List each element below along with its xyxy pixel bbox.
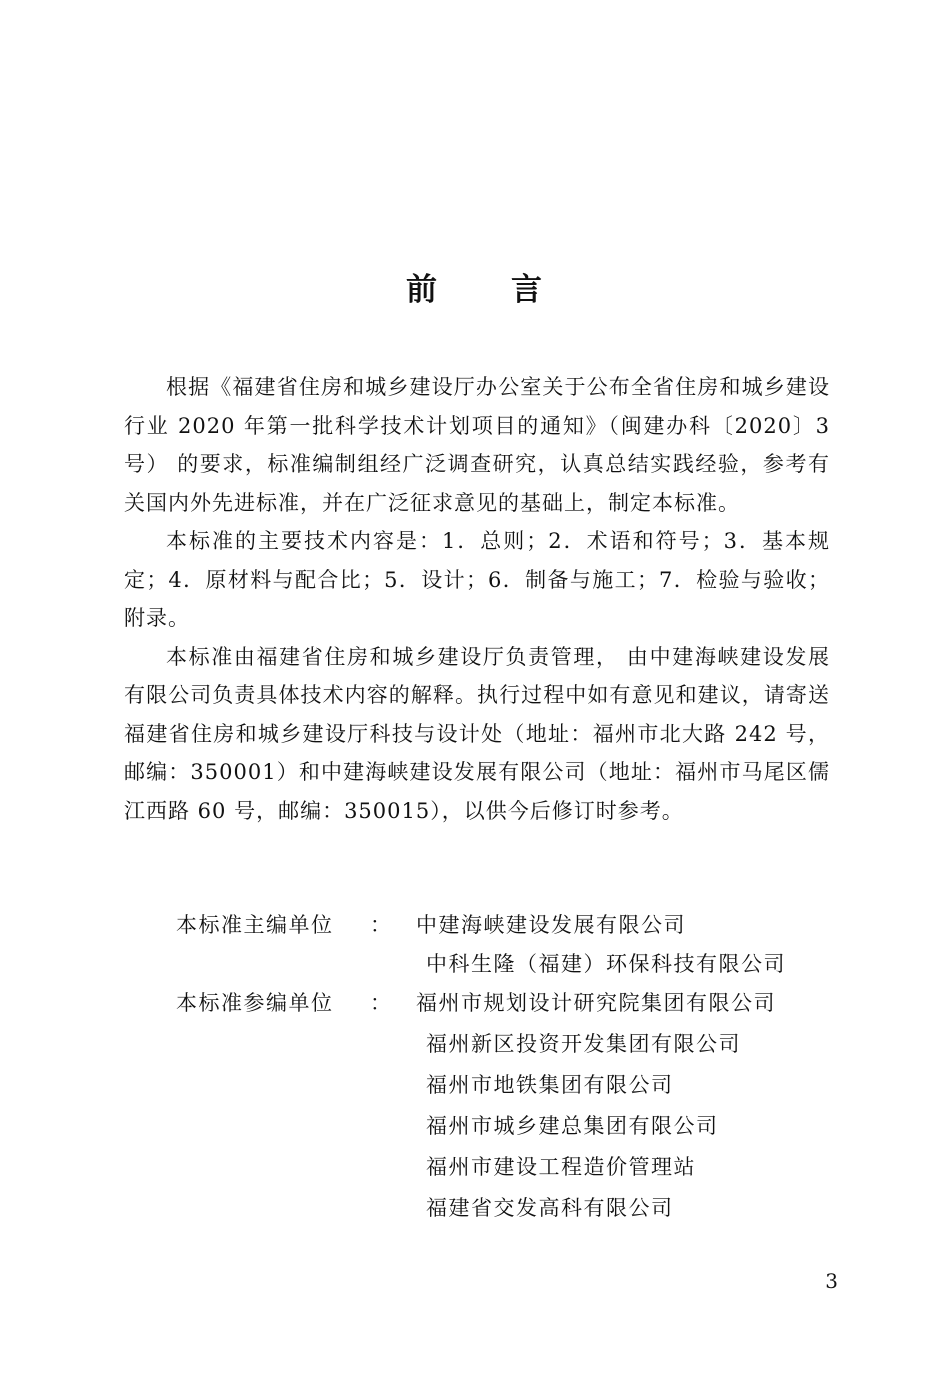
participating-unit-name: 福州市规划设计研究院集团有限公司 <box>416 991 776 1015</box>
participating-unit-colon: ： <box>370 991 393 1015</box>
title-char-1: 前 <box>406 272 439 308</box>
paragraph-contents: 本标准的主要技术内容是：1．总则；2．术语和符号；3．基本规定；4．原材料与配合比；5．设计；6．制备与施工；7．检验与验收；附录。 <box>124 529 830 630</box>
preface-body <box>124 368 830 830</box>
participating-unit-name: 福州市城乡建总集团有限公司 <box>426 1114 719 1138</box>
chief-unit-name: 中建海峡建设发展有限公司 <box>416 913 686 937</box>
participating-unit-name: 福州新区投资开发集团有限公司 <box>426 1032 741 1056</box>
paragraph-management: 本标准由福建省住房和城乡建设厅负责管理， 由中建海峡建设发展有限公司负责具体技术内容的解释。执行过程中如有意见和建议，请寄送福建省住房和城乡建设厅科技与设计处（地址：福州市北大路 242 号，邮编：350001）和中建海峡建设发展有限公司（地址：福州市马尾区儒江西路 60 号，邮编：350015），以供今后修订时参考。 <box>124 644 830 823</box>
title-char-2: 言 <box>511 272 544 308</box>
chief-unit-colon: ： <box>370 913 393 937</box>
chief-unit-row <box>124 944 844 983</box>
participating-unit-row <box>124 983 844 1024</box>
participating-unit-name: 福州市地铁集团有限公司 <box>426 1073 674 1097</box>
editorial-units <box>124 905 844 1229</box>
page-number: 3 <box>825 1269 838 1293</box>
participating-unit-row <box>124 1024 844 1065</box>
participating-unit-row <box>124 1106 844 1147</box>
participating-unit-label: 本标准参编单位 <box>176 991 334 1015</box>
participating-unit-row <box>124 1147 844 1188</box>
participating-unit-row <box>124 1065 844 1106</box>
chief-unit-name: 中科生隆（福建）环保科技有限公司 <box>426 952 786 976</box>
participating-unit-row <box>124 1188 844 1229</box>
participating-unit-name: 福建省交发高科有限公司 <box>426 1196 674 1220</box>
participating-unit-name: 福州市建设工程造价管理站 <box>426 1155 696 1179</box>
paragraph-basis: 根据《福建省住房和城乡建设厅办公室关于公布全省住房和城乡建设行业 2020 年第一批科学技术计划项目的通知》（闽建办科〔2020〕3 号） 的要求，标准编制组经广泛调查研究，认真总结实践经验，参考有关国内外先进标准，并在广泛征求意见的基础上，制定本标准。 <box>124 375 830 515</box>
chief-unit-label: 本标准主编单位 <box>176 913 334 937</box>
chief-unit-row <box>124 905 844 944</box>
page-title <box>0 268 950 312</box>
